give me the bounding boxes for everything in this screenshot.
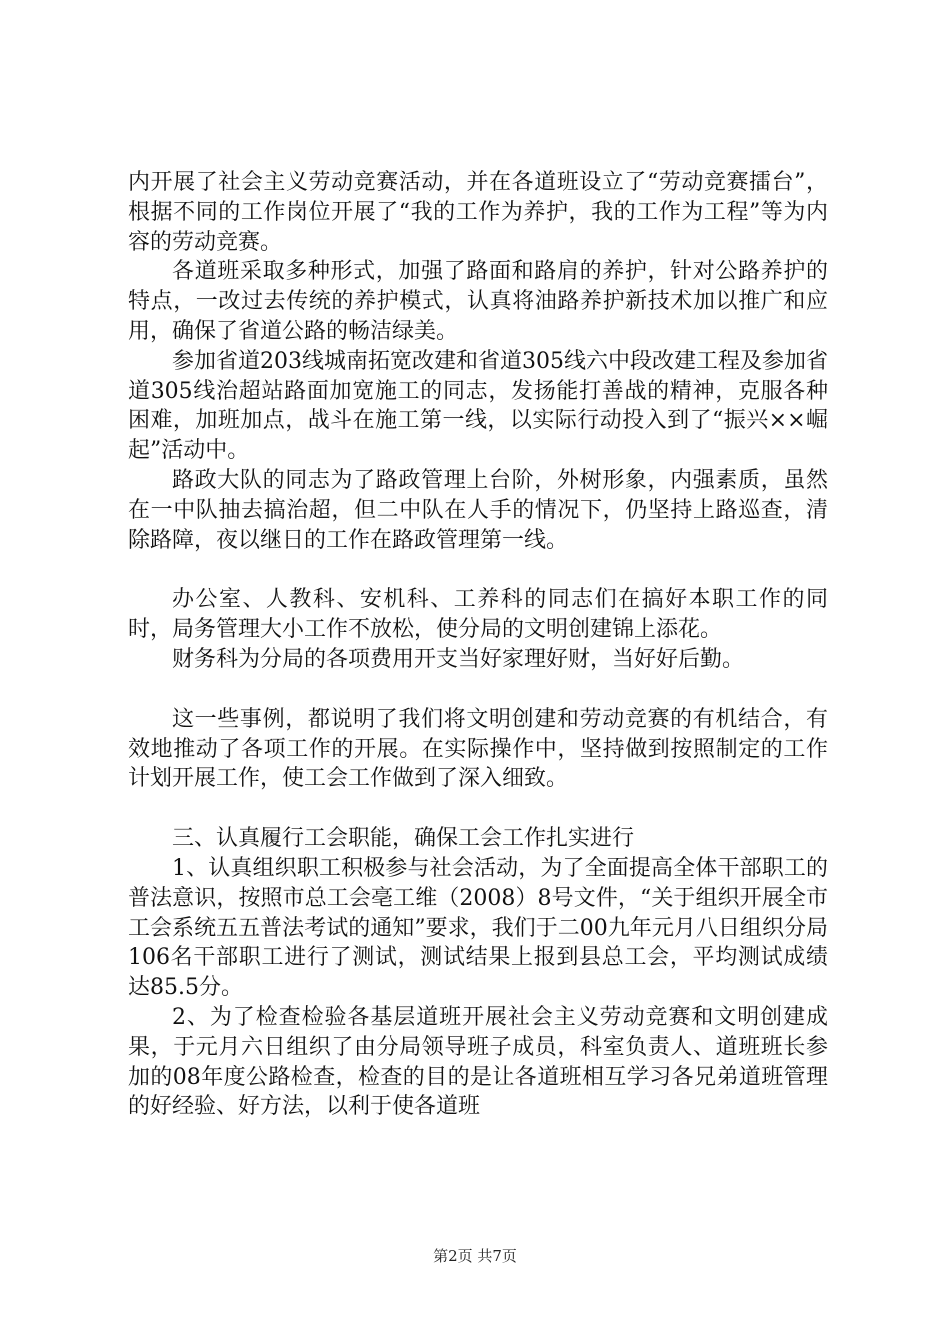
paragraph-road-maintenance: 各道班采取多种形式，加强了路面和路肩的养护，针对公路养护的特点，一改过去传统的养护模式，认真将油路养护新技术加以推广和应用，确保了省道公路的畅洁绿美。	[128, 259, 828, 344]
paragraph-finance: 财务科为分局的各项费用开支当好家理好财，当好好后勤。	[172, 646, 745, 672]
paragraph-road-administration: 路政大队的同志为了路政管理上台阶，外树形象，内强素质，虽然在一中队抽去搞治超，但二中队在人手的情况下，仍坚持上路巡查，清除路障，夜以继日的工作在路政管理第一线。	[128, 467, 828, 553]
paragraph-construction: 参加省道203线城南拓宽改建和省道305线六中段改建工程及参加省道305线治超站路面加宽施工的同志，发扬能打善战的精神，克服各种困难，加班加点，战斗在施工第一线，以实际行动投入到了“振兴××崛起”活动中。	[128, 348, 828, 464]
page-footer: 第2页 共7页	[433, 1247, 517, 1265]
paragraph-item-1: 1、认真组织职工积极参与社会活动，为了全面提高全体干部职工的普法意识，按照市总工会亳工维（2008）8号文件，“关于组织开展全市工会系统五五普法考试的通知”要求，我们于二00九年元月八日组织分局106名干部职工进行了测试，测试结果上报到县总工会，平均测试成绩达85.5分。	[128, 855, 828, 1001]
spacer	[128, 794, 828, 824]
paragraph-office-departments: 办公室、人教科、安机科、工养科的同志们在搞好本职工作的同时，局务管理大小工作不放松，使分局的文明创建锦上添花。	[128, 587, 828, 643]
paragraph-item-2: 2、为了检查检验各基层道班开展社会主义劳动竞赛和文明创建成果，于元月六日组织了由分局领导班子成员，科室负责人、道班班长参加的08年度公路检查，检查的目的是让各道班相互学习各兄弟道班管理的好经验、好方法，以利于使各道班	[128, 1004, 828, 1120]
paragraph-continued: 内开展了社会主义劳动竞赛活动，并在各道班设立了“劳动竞赛擂台”，根据不同的工作岗位开展了“我的工作为养护，我的工作为工程”等为内容的劳动竞赛。	[128, 170, 828, 255]
spacer	[128, 675, 828, 705]
paragraph-summary: 这一些事例，都说明了我们将文明创建和劳动竞赛的有机结合，有效地推动了各项工作的开展。在实际操作中，坚持做到按照制定的工作计划开展工作，使工会工作做到了深入细致。	[128, 706, 828, 792]
document-body	[128, 168, 828, 1122]
section-heading: 三、认真履行工会职能，确保工会工作扎实进行	[172, 826, 635, 852]
spacer	[128, 555, 828, 585]
